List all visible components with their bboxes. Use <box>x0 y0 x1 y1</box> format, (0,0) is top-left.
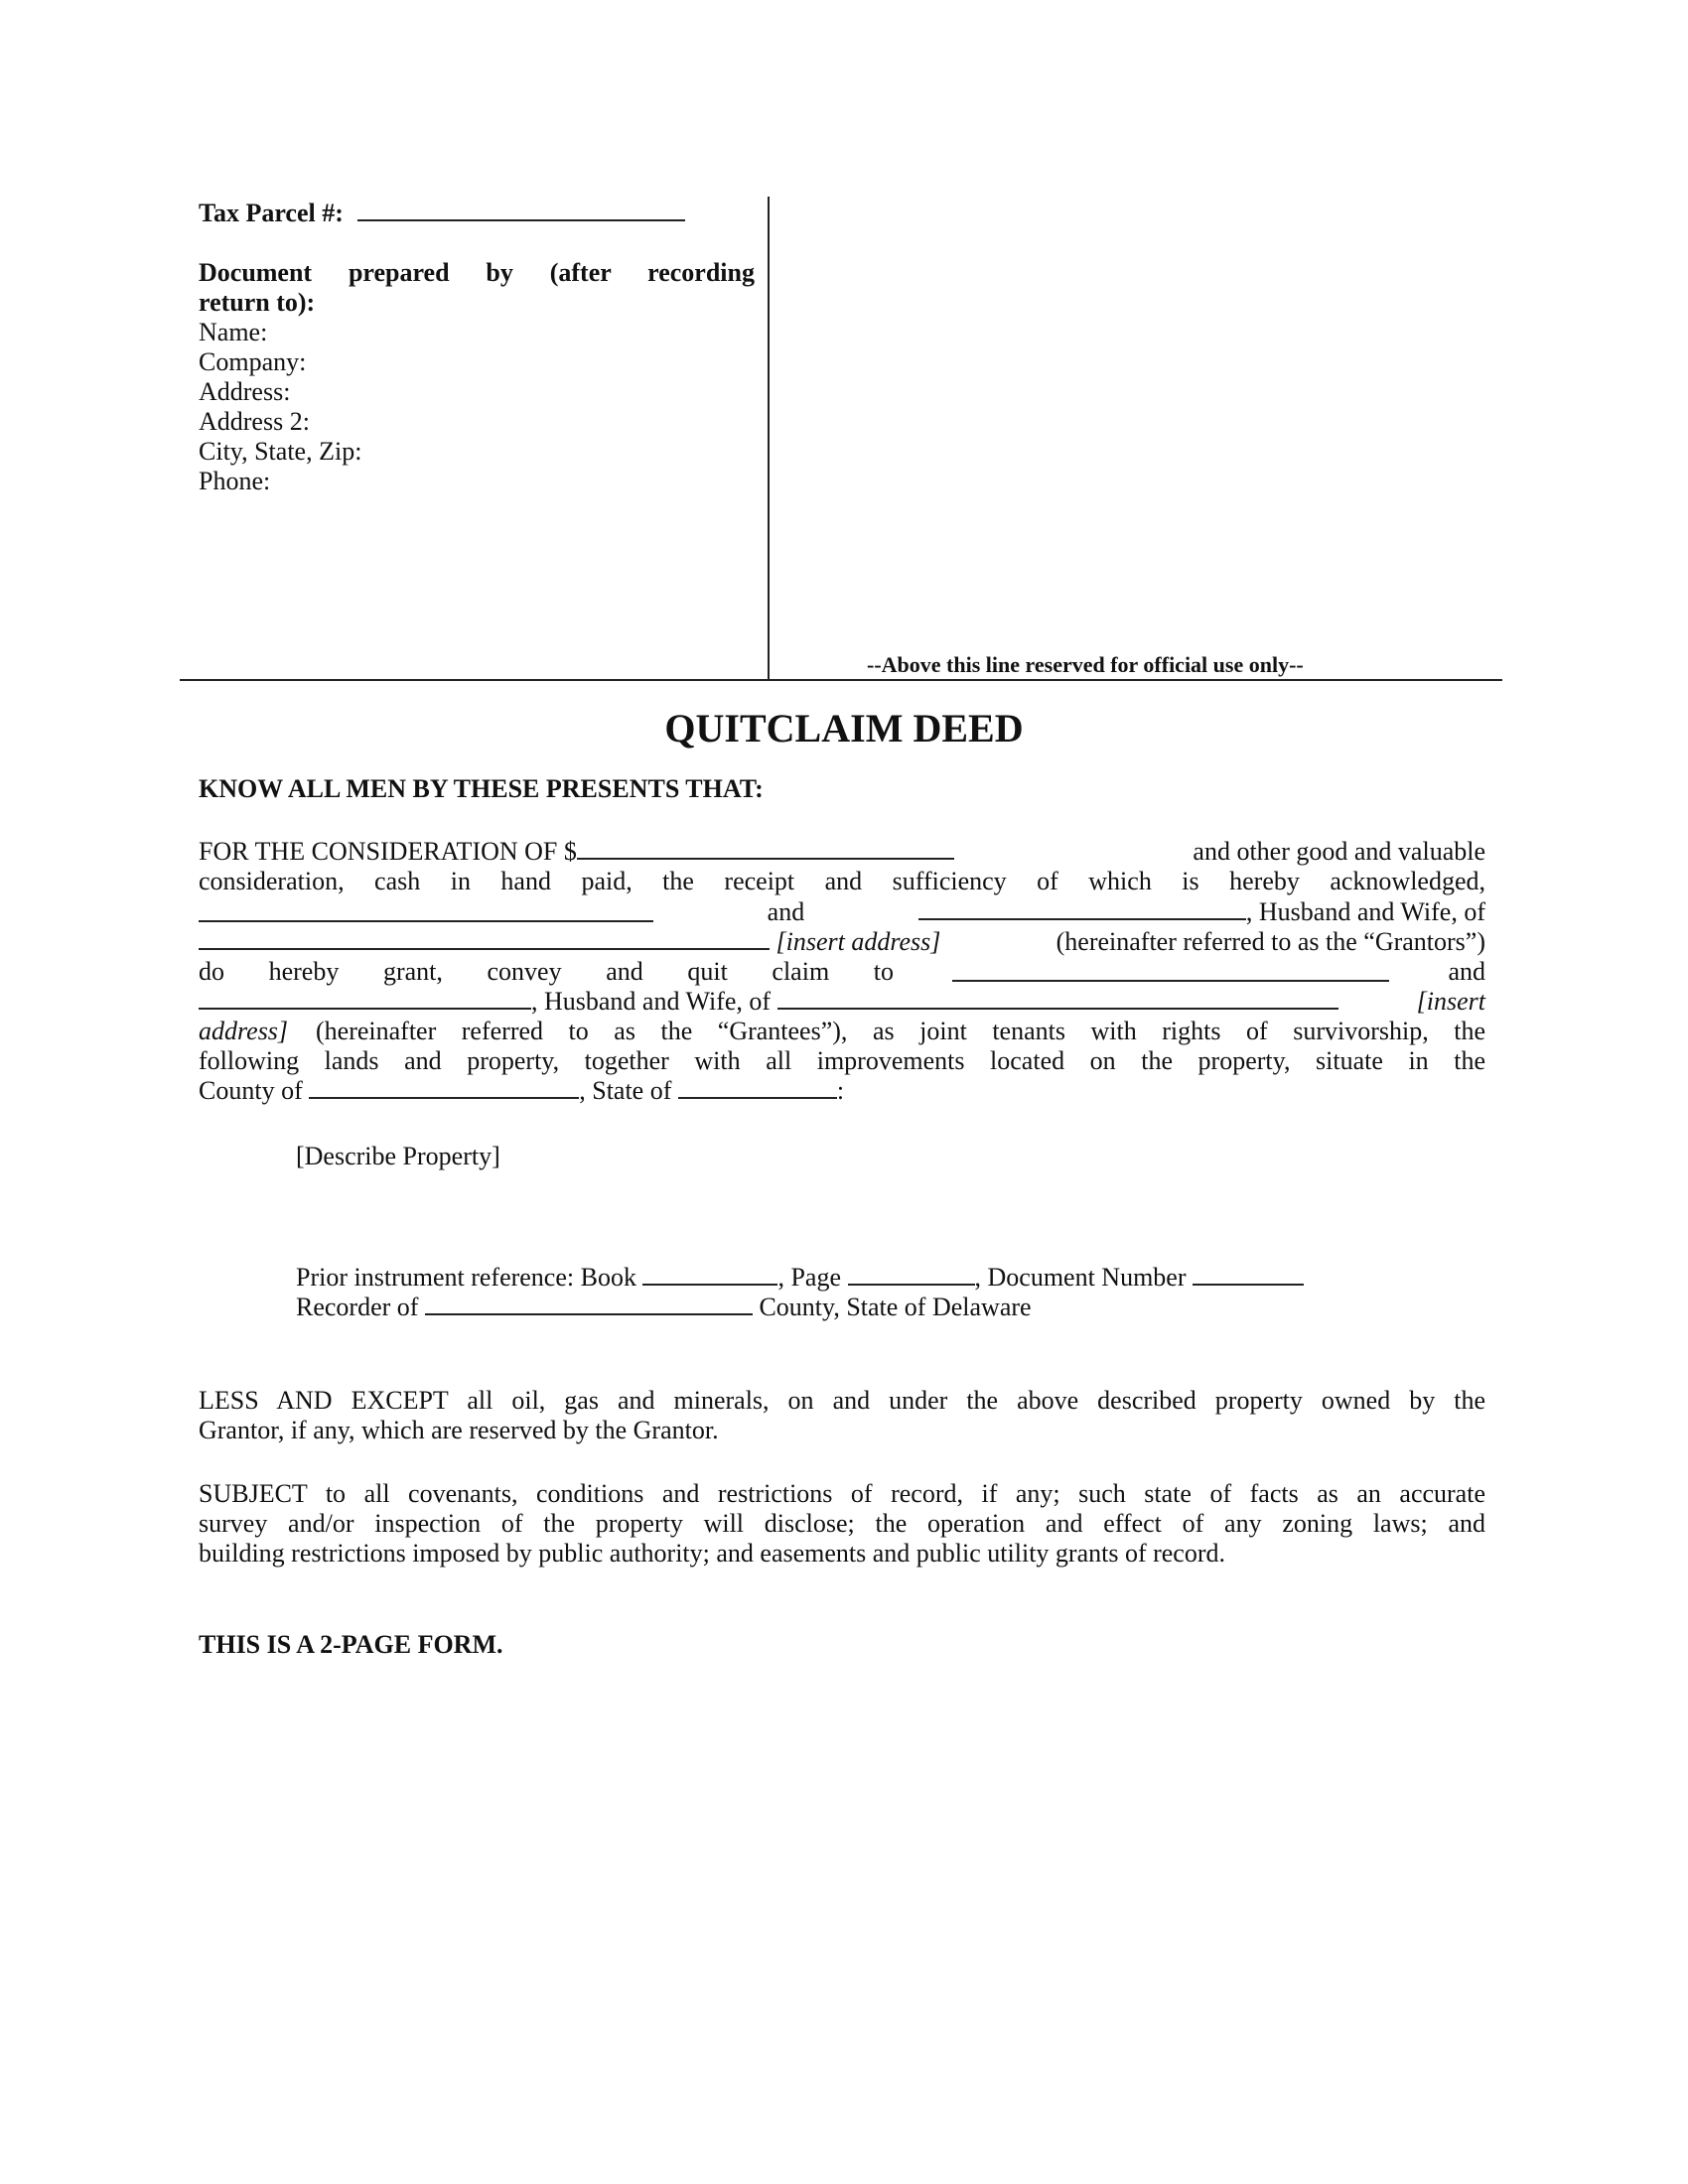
and-text: and <box>767 897 805 926</box>
tax-parcel-blank[interactable] <box>357 218 685 221</box>
consideration-label: FOR THE CONSIDERATION OF $ <box>199 837 577 866</box>
subject-line-3: building restrictions imposed by public authority; and easements and public utility grants of record. <box>199 1539 1226 1568</box>
field-address: Address: <box>199 377 291 406</box>
grantor-2-blank[interactable] <box>918 917 1246 920</box>
consideration-line-9 <box>199 1076 844 1106</box>
insert-address-hint: [insert address] <box>775 927 941 956</box>
consideration-line-5 <box>199 957 1485 987</box>
prior-instrument-line-1 <box>296 1263 1304 1293</box>
consideration-line-8: following lands and property, together with all improvements located on the property, situate in the <box>199 1046 1485 1075</box>
insert-hint-2: [insert <box>1416 987 1485 1016</box>
consideration-tail: and other good and valuable <box>1193 837 1485 866</box>
field-phone: Phone: <box>199 467 271 495</box>
state-blank[interactable] <box>678 1096 837 1099</box>
document-number-blank[interactable] <box>1193 1283 1304 1286</box>
field-company: Company: <box>199 347 307 376</box>
consideration-line-2: consideration, cash in hand paid, the receipt and sufficiency of which is hereby acknowledged, <box>199 867 1485 895</box>
county-state-text: County, State of Delaware <box>759 1293 1032 1321</box>
county-label: County of <box>199 1076 303 1105</box>
two-page-note: THIS IS A 2-PAGE FORM. <box>199 1630 503 1659</box>
grant-text: do hereby grant, convey and quit claim to <box>199 957 894 986</box>
field-address-2: Address 2: <box>199 407 310 436</box>
grantee-2-blank[interactable] <box>199 1007 531 1010</box>
tax-parcel-row <box>199 199 685 228</box>
state-label: , State of <box>579 1076 672 1105</box>
tax-parcel-label: Tax Parcel #: <box>199 199 344 227</box>
consideration-line-1 <box>199 837 1485 867</box>
recorder-county-blank[interactable] <box>425 1312 753 1315</box>
consideration-line-4 <box>199 927 1485 957</box>
book-label: Prior instrument reference: Book <box>296 1263 636 1292</box>
header-horizontal-divider <box>180 679 1502 681</box>
less-except-line-2: Grantor, if any, which are reserved by the Grantor. <box>199 1416 719 1444</box>
grantor-address-blank[interactable] <box>199 947 770 950</box>
prepared-by-label-line1: Document prepared by (after recording <box>199 258 755 287</box>
header-vertical-divider <box>768 197 770 680</box>
prepared-by-label-line2: return to): <box>199 288 316 317</box>
husband-wife-text-2: , Husband and Wife, of <box>531 987 772 1016</box>
field-city-state-zip: City, State, Zip: <box>199 437 362 466</box>
page-blank[interactable] <box>848 1283 975 1286</box>
subject-line-2: survey and/or inspection of the property will disclose; the operation and effect of any zoning laws; and <box>199 1509 1485 1538</box>
document-number-label: , Document Number <box>974 1263 1187 1292</box>
prior-instrument-line-2 <box>296 1293 1032 1322</box>
consideration-amount-blank[interactable] <box>577 857 954 860</box>
grantors-ref: (hereinafter referred to as the “Grantors”) <box>1055 927 1485 956</box>
official-use-note: --Above this line reserved for official use only-- <box>867 652 1304 677</box>
address-hint-2: address] <box>199 1017 289 1045</box>
field-name: Name: <box>199 318 268 346</box>
grantee-address-blank[interactable] <box>777 1007 1338 1010</box>
intro-heading: KNOW ALL MEN BY THESE PRESENTS THAT: <box>199 774 764 803</box>
page-label: , Page <box>777 1263 841 1292</box>
describe-property: [Describe Property] <box>296 1142 500 1170</box>
recorder-label: Recorder of <box>296 1293 419 1321</box>
less-except-line-1: LESS AND EXCEPT all oil, gas and minerals, on and under the above described property owned by the <box>199 1386 1485 1415</box>
husband-wife-text: , Husband and Wife, of <box>1245 897 1485 926</box>
subject-line-1: SUBJECT to all covenants, conditions and restrictions of record, if any; such state of facts as an accurate <box>199 1479 1485 1508</box>
colon: : <box>836 1076 845 1105</box>
and-text-2: and <box>1448 957 1485 986</box>
consideration-line-7 <box>199 1017 1485 1046</box>
document-title: QUITCLAIM DEED <box>664 706 1024 751</box>
grantees-ref: (hereinafter referred to as the “Grantees”), as joint tenants with rights of survivorship, the <box>316 1017 1485 1045</box>
grantor-1-blank[interactable] <box>199 919 653 922</box>
book-blank[interactable] <box>642 1283 777 1286</box>
consideration-line-3 <box>199 897 1485 927</box>
grantee-1-blank[interactable] <box>952 979 1389 982</box>
consideration-line-6 <box>199 987 1485 1017</box>
county-blank[interactable] <box>309 1096 579 1099</box>
